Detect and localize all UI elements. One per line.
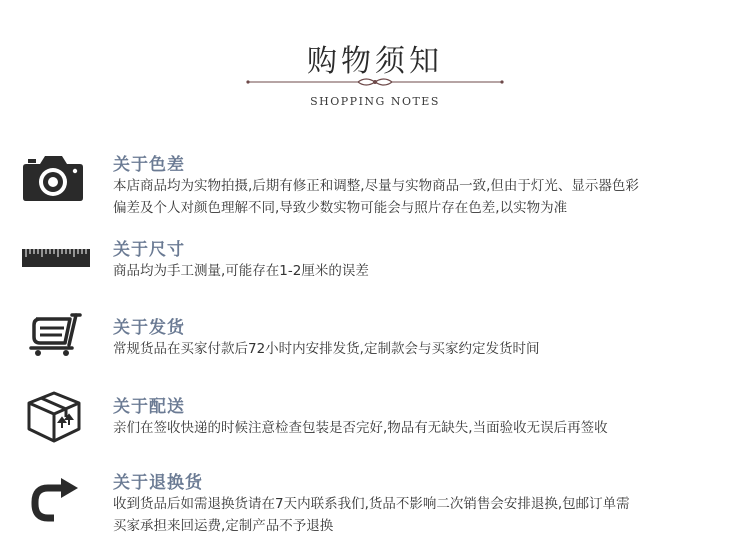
cart-icon [26,313,82,357]
page-title: 购物须知 [307,44,443,79]
section-body [113,260,713,282]
body-line: 本店商品均为实物拍摄,后期有修正和调整,尽量与实物商品一致,但由于灯光、显示器色彩 [113,178,639,194]
body-line: 商品均为手工测量,可能存在1-2厘米的误差 [113,263,369,279]
page-header [0,0,750,120]
body-line: 买家承担来回运费,定制产品不予退换 [113,518,334,534]
return-arrow-icon [30,478,80,524]
section-title: 关于配送 [113,397,185,417]
section-body [113,175,713,219]
section-title: 关于尺寸 [113,240,185,260]
body-line: 亲们在签收快递的时候注意检查包装是否完好,物品有无缺失,当面验收无误后再签收 [113,420,608,436]
section-body [113,493,713,537]
body-line: 收到货品后如需退换货请在7天内联系我们,货品不影响二次销售会安排退换,包邮订单需 [113,496,630,512]
ornament-divider [246,76,504,88]
section-title: 关于退换货 [113,473,203,493]
body-line: 常规货品在买家付款后72小时内安排发货,定制款会与买家约定发货时间 [113,341,540,357]
camera-icon [22,152,84,202]
section-body [113,417,713,439]
section-title: 关于发货 [113,318,185,338]
section-title: 关于色差 [113,155,185,175]
page-subtitle: SHOPPING NOTES [310,95,440,108]
package-box-icon [26,390,82,444]
body-line: 偏差及个人对颜色理解不同,导致少数实物可能会与照片存在色差,以实物为准 [113,200,568,216]
ruler-icon [22,249,90,267]
section-body [113,338,713,360]
